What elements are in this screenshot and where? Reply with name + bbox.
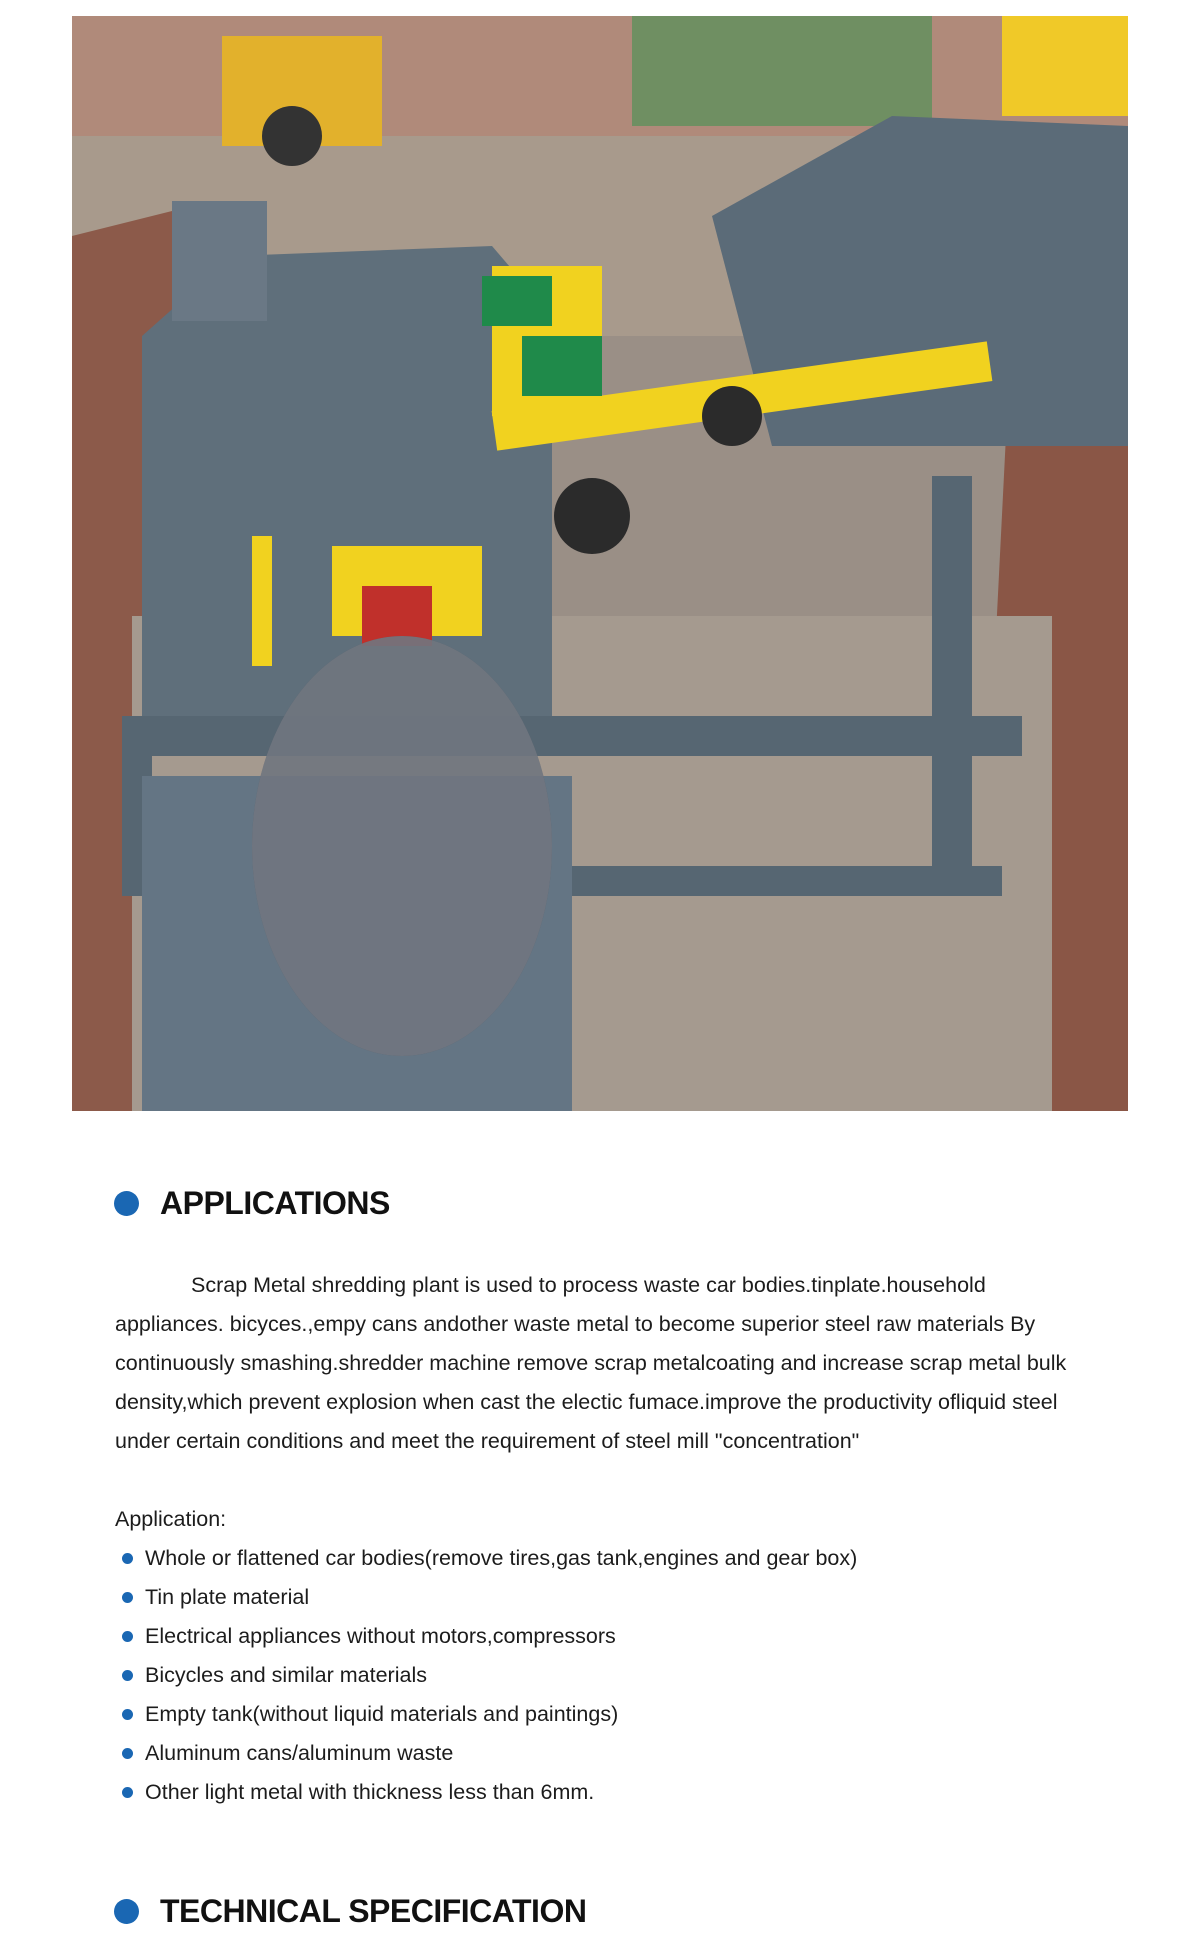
list-item [122, 1617, 857, 1656]
bullet-dot-icon [122, 1631, 133, 1642]
list-item-text: Whole or flattened car bodies(remove tires,gas tank,engines and gear box) [145, 1546, 858, 1570]
technical-specification-heading [114, 1893, 586, 1930]
list-item-text: Bicycles and similar materials [145, 1663, 427, 1687]
section-title: APPLICATIONS [160, 1185, 390, 1221]
bullet-dot-icon [122, 1670, 133, 1681]
section-title: TECHNICAL SPECIFICATION [160, 1893, 587, 1929]
bullet-dot-icon [122, 1709, 133, 1720]
bullet-dot-icon [122, 1787, 133, 1798]
list-item-text: Other light metal with thickness less than 6mm. [145, 1780, 595, 1804]
bullet-dot-icon [122, 1592, 133, 1603]
bullet-dot-icon [114, 1191, 139, 1216]
list-item-text: Empty tank(without liquid materials and paintings) [145, 1702, 619, 1726]
list-item-text: Electrical appliances without motors,compressors [145, 1624, 616, 1648]
application-list [122, 1539, 857, 1812]
bullet-dot-icon [122, 1748, 133, 1759]
list-item-text: Aluminum cans/aluminum waste [145, 1741, 454, 1765]
applications-paragraph: Scrap Metal shredding plant is used to process waste car bodies.tinplate.household appliances. bicyces.,empy cans andother waste metal to become superior steel raw materials By continuously smashing.shredder machine remove scrap metalcoating and increase scrap metal bulk density,which prevent explosion when cast the electic fumace.improve the productivity ofliquid steel under certain conditions and meet the requirement of steel mill "concentration" [115, 1273, 1067, 1453]
list-item [122, 1734, 857, 1773]
bullet-dot-icon [114, 1899, 139, 1924]
applications-heading [114, 1185, 390, 1222]
list-item [122, 1695, 857, 1734]
application-list-label: Application: [115, 1507, 227, 1531]
list-item [122, 1773, 857, 1812]
product-photo [72, 16, 1128, 1111]
list-item-text: Tin plate material [145, 1585, 310, 1609]
bullet-dot-icon [122, 1553, 133, 1564]
list-item [122, 1656, 857, 1695]
shredder-machine-image [72, 16, 1128, 1111]
list-item [122, 1539, 857, 1578]
list-item [122, 1578, 857, 1617]
